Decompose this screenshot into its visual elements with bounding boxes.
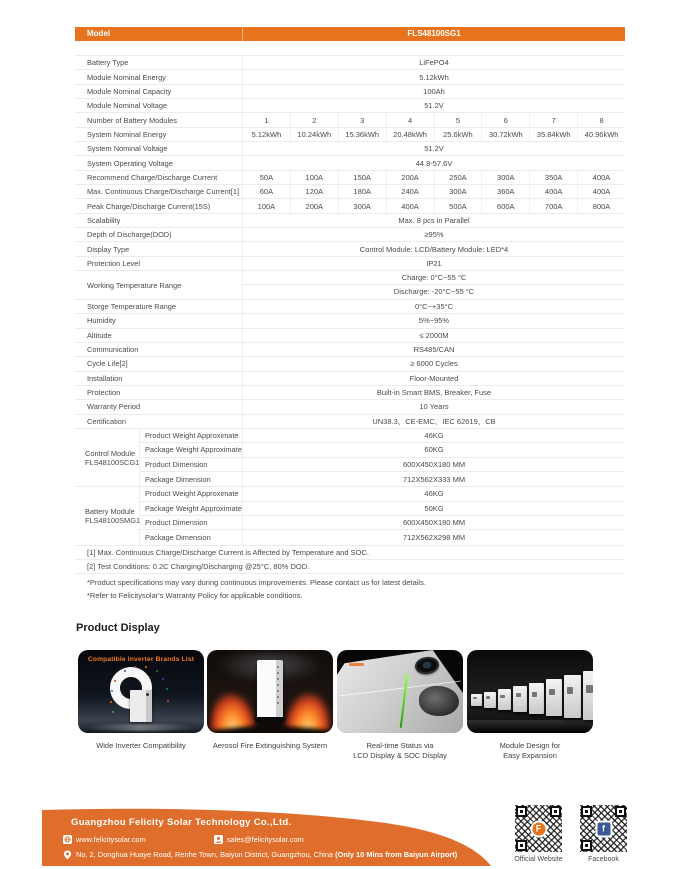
spec-label: Max. Continuous Charge/Discharge Current[1] [75,185,243,198]
group-name [75,487,140,544]
spec-value: ≤ 2000M [419,330,449,340]
cell: 100A [291,171,339,184]
qr-finder [581,806,592,817]
cell: 8 [599,115,604,125]
cell: 300A [339,199,387,212]
cell: 1 [243,113,291,126]
spec-row-module-energy [75,70,625,84]
flame-left [207,690,257,731]
cell: 250A [435,171,483,184]
spec-label: Installation [75,372,243,385]
cell: 15.36kWh [339,128,387,141]
spec-value: 5%~95% [418,316,450,326]
cell: 800A [592,201,611,211]
spec-row-num-modules [75,113,625,127]
user-icon [214,835,223,844]
spec-label: Package Weight Approximate [140,443,243,456]
footer [0,800,700,869]
email-text: sales@felicitysolar.com [226,835,304,844]
spec-row-scalability [75,214,625,228]
cell: 300A [435,185,483,198]
spec-value: 5.12kWh [419,72,449,82]
spec-row-communication [75,343,625,357]
spec-value: RS485/CAN [413,345,455,355]
spec-stacked-values [243,271,625,299]
qr-code-official-website [515,805,562,852]
spec-value: ≥95% [424,230,444,240]
cell: 400A [592,172,611,182]
battery-cabinet-image [130,690,152,722]
group-row [140,458,625,472]
spec-value: 100Ah [423,86,445,96]
spec-label: Recommend Charge/Discharge Current [75,171,243,184]
spec-label: Display Type [75,242,243,255]
spec-row-cycle-life [75,357,625,371]
battery-module [546,679,562,716]
spec-group-control-module [75,429,625,487]
globe-icon [63,835,72,844]
spec-row-display-type [75,242,625,256]
spec-values-8col [243,128,625,141]
spec-label: Package Dimension [140,472,243,486]
spec-label: Module Nominal Capacity [75,85,243,98]
product-display-heading: Product Display [76,622,160,634]
qr-finder [516,806,527,817]
robot-hand [419,686,459,716]
spec-label: Certification [75,415,243,428]
spec-row-module-capacity [75,85,625,99]
spec-table-body [75,55,625,600]
spec-label: Working Temperature Range [75,271,243,299]
felicity-logo-badge: F [532,822,545,835]
spec-value: 712X562X298 MM [402,533,466,543]
spec-value: 712X562X333 MM [402,474,466,484]
qr-finder [550,806,561,817]
spec-label: System Nominal Energy [75,128,243,141]
card-caption-2 [200,741,340,751]
spec-group-battery-module [75,487,625,545]
cell: 5 [435,113,483,126]
footnote-1: [1] Max. Continuous Charge/Discharge Current is Affected by Temperature and SOC. [75,546,625,560]
cell: 3 [339,113,387,126]
battery-module [513,686,527,712]
battery-module [471,694,482,706]
spec-values-8col [243,185,625,198]
spec-values-8col [243,113,625,126]
spec-label: Humidity [75,314,243,327]
spec-value: 600X450X180 MM [402,518,466,528]
qr-caption-facebook: Facebook [588,856,619,863]
qr-finder [581,840,592,851]
group-row [140,429,625,443]
contact-row [63,835,304,844]
spec-label: Depth of Discharge(DOD) [75,228,243,241]
spec-value: UN38.3、CE-EMC、IEC 62619、CB [372,416,496,426]
spec-label: System Nominal Voltage [75,142,243,155]
group-name-line: Control Module [85,448,136,458]
qr-code-facebook [580,805,627,852]
battery-module [484,692,496,708]
spec-table [75,27,625,600]
spec-label: Product Weight Approximate [140,487,243,500]
note-warranty: *Refer to Felicitysolar's Warranty Policy for applicable conditions. [87,590,303,600]
cell: 700A [530,199,578,212]
product-photo-lcd-display [337,650,463,733]
caption-line: LCD Display & SOC Display [353,750,447,760]
caption-line: Easy Expansion [503,750,557,760]
spec-row-certification [75,415,625,429]
spec-value: Discharge: -20°C~55 °C [393,287,475,297]
spec-value: IP21 [426,258,442,268]
spec-value: 10 Years [419,402,449,412]
spec-row-op-voltage [75,156,625,170]
cell: 350A [530,171,578,184]
group-row [140,443,625,457]
spec-row-altitude [75,329,625,343]
cell: 25.6kWh [435,128,483,141]
brand-logo-mark [349,663,364,666]
spec-value: 51.2V [424,144,444,154]
qr-caption-official-website: Official Website [514,856,563,863]
spec-row-warranty [75,400,625,414]
floor-reflection [84,724,198,731]
cell: 5.12kWh [243,128,291,141]
spec-value: Floor-Mounted [409,373,459,383]
group-rows [140,429,625,486]
spec-label: Product Dimension [140,458,243,471]
group-name [75,429,140,486]
spec-value: 60KG [424,445,444,455]
note-specifications: *Product specifications may vary during continuous improvements. Please contact us for latest details. [87,577,426,587]
cell: 400A [592,187,611,197]
spec-row-sys-energy [75,128,625,142]
cell: 200A [291,199,339,212]
spec-value: Max. 8 pcs in Parallel [398,215,470,225]
spec-label: Protection Level [75,257,243,270]
battery-module [498,689,511,710]
address-highlight: (Only 10 Mins from Baiyun Airport) [335,850,458,859]
cell: 4 [387,113,435,126]
group-rows [140,487,625,544]
spec-row-max-current [75,185,625,199]
table-gap [75,41,625,55]
cell: 40.96kWh [584,129,619,139]
cell: 240A [387,185,435,198]
battery-module [583,671,593,720]
spec-label: Communication [75,343,243,356]
cell: 200A [387,171,435,184]
card-caption-1 [71,741,211,751]
model-header-row [75,27,625,41]
group-name-line: Battery Module [85,507,135,516]
spec-value: ≥ 6000 Cycles [410,359,458,369]
spec-values-8col [243,199,625,212]
cell: 150A [339,171,387,184]
flame-right [284,690,333,730]
spec-label: Module Nominal Energy [75,70,243,83]
cell: 50A [243,171,291,184]
group-name-line: FLS48100SCG1 [85,457,140,467]
spec-label: Altitude [75,329,243,342]
spec-row-dod [75,228,625,242]
product-photo-module-expansion [467,650,593,733]
spec-label: Warranty Period [75,400,243,413]
cell: 120A [291,185,339,198]
cell: 60A [243,185,291,198]
battery-module [529,683,544,714]
group-row [140,502,625,516]
spec-row-module-voltage [75,99,625,113]
qr-finder [615,806,626,817]
battery-module [564,675,581,718]
caption-line: Wide Inverter Compatibility [96,741,186,750]
spec-value: 51.2V [424,101,444,111]
group-name-line: FLS48100SMG1 [85,516,141,525]
spec-value: 50KG [424,503,444,513]
website-text: www.felicitysolar.com [76,835,146,844]
card-caption-4 [460,741,600,760]
facebook-logo-badge: f [597,822,610,835]
cell: 20.48kWh [387,128,435,141]
cell: 400A [387,199,435,212]
spec-label: System Operating Voltage [75,156,243,169]
spec-value: 600X450X180 MM [402,459,466,469]
spec-label: Cycle Life[2] [75,357,243,370]
address-text [76,850,457,859]
spec-row-protection-level [75,257,625,271]
spec-values-8col [243,171,625,184]
qr-finder [516,840,527,851]
cell: 35.84kWh [530,128,578,141]
spec-value: LiFePO4 [419,58,449,68]
cell: 100A [243,199,291,212]
spec-label: Package Weight Approximate [140,502,243,515]
cell: 300A [482,171,530,184]
group-row [140,530,625,544]
group-row [140,472,625,486]
spec-row-installation [75,372,625,386]
spec-row-sys-voltage [75,142,625,156]
product-photo-inverter-compatibility [78,650,204,733]
spec-label: Product Weight Approximate [140,429,243,442]
location-pin-icon [63,850,72,859]
spec-label: Number of Battery Modules [75,113,243,126]
spec-row-peak-current [75,199,625,213]
battery-tower-image [257,660,283,718]
spec-label: Peak Charge/Discharge Current(15S) [75,199,243,212]
spec-label: Storge Temperature Range [75,300,243,313]
spec-row-humidity [75,314,625,328]
caption-line: Module Design for [499,741,561,750]
spec-value: Control Module: LCD/Battery Module: LED*4 [359,244,509,254]
spec-value: 46KG [424,489,444,499]
cell: 360A [482,185,530,198]
cell: 7 [530,113,578,126]
cell: 600A [482,199,530,212]
spec-value: Built-in Smart BMS, Breaker, Fuse [376,388,492,398]
model-header-label: Model [75,27,243,41]
company-name: Guangzhou Felicity Solar Technology Co.,Ltd. [71,817,292,828]
product-photo-fire-extinguishing [207,650,333,733]
spec-label: Battery Type [75,56,243,69]
spec-label: Package Dimension [140,530,243,544]
spec-row-protection [75,386,625,400]
cell: 6 [482,113,530,126]
spec-row-recommend-current [75,171,625,185]
spec-label: Module Nominal Voltage [75,99,243,112]
spec-row-working-temp [75,271,625,300]
cell: 400A [530,185,578,198]
cell: 10.24kWh [291,128,339,141]
group-row [140,487,625,501]
spec-value: 46KG [424,431,444,441]
card-overlay-title: Compatible Inverter Brands List [87,656,195,663]
spec-label: Protection [75,386,243,399]
spec-label: Scalability [75,214,243,227]
floor-shadow [467,720,593,733]
cell: 180A [339,185,387,198]
cell: 30.72kWh [482,128,530,141]
address-plain: No. 2, Donghua Huaye Road, Renhe Town, Baiyun District, Guangzhou, China [76,850,336,859]
group-row [140,516,625,530]
model-header-value: FLS48100SG1 [407,29,461,38]
spec-row-storage-temp [75,300,625,314]
spec-value: Charge: 0°C~55 °C [243,271,625,285]
caption-line: Real-time Status via [366,741,434,750]
cell: 500A [435,199,483,212]
spec-row-battery-type [75,56,625,70]
spec-label: Product Dimension [140,516,243,529]
footnote-2: [2] Test Conditions: 0.2C Charging/Discharging @25°C, 80% DOD. [75,560,625,574]
address-row [63,850,457,859]
spec-value: 44.8-57.6V [415,158,453,168]
card-caption-3 [330,741,470,760]
cell: 2 [291,113,339,126]
spec-value: 0°C~+35°C [414,302,454,312]
caption-line: Aerosol Fire Extinguishing System [212,741,328,750]
